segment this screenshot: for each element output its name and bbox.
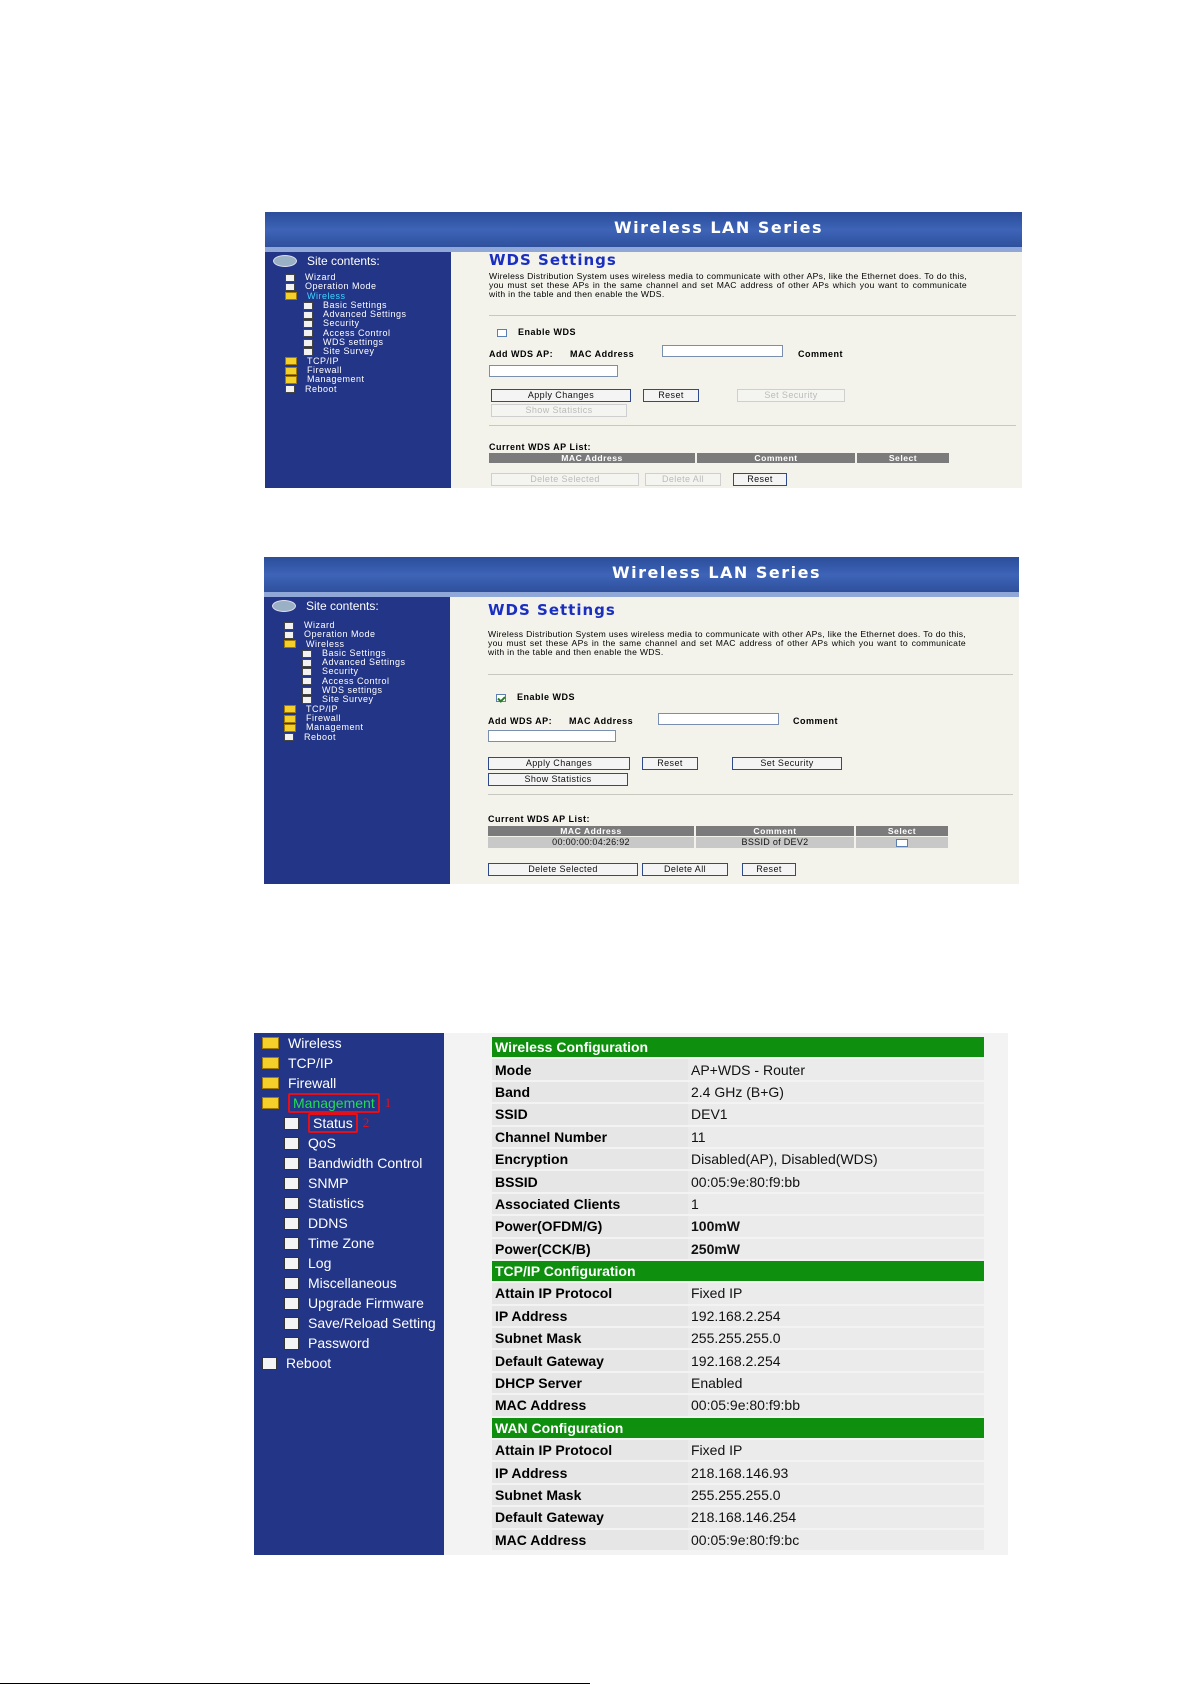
folder-icon <box>285 292 297 300</box>
section-header <box>492 1260 984 1282</box>
nav-item[interactable] <box>262 1173 436 1193</box>
set-security-button[interactable]: Set Security <box>737 389 845 402</box>
page-icon <box>285 274 295 282</box>
nav-item-label: Basic Settings <box>323 299 388 310</box>
field-name: Power(CCK/B) <box>492 1238 688 1260</box>
page-icon <box>284 1117 299 1130</box>
page-icon <box>303 311 313 319</box>
field-name: Attain IP Protocol <box>492 1439 688 1461</box>
field-name: Channel Number <box>492 1126 688 1148</box>
field-name: DHCP Server <box>492 1372 688 1394</box>
wds-screenshot-enabled <box>264 557 1019 884</box>
nav-item-label: Management <box>307 374 365 385</box>
ap-row-select-checkbox[interactable] <box>896 839 908 847</box>
section-header <box>492 1037 984 1058</box>
field-value: 255.255.255.0 <box>688 1327 984 1349</box>
folder-icon <box>262 1037 279 1049</box>
delete-all-button[interactable]: Delete All <box>642 863 728 876</box>
nav-item-label: Wizard <box>305 272 337 282</box>
folder-icon <box>285 367 297 375</box>
folder-icon <box>284 715 296 723</box>
page-icon <box>262 1357 277 1370</box>
nav-item-label: Access Control <box>323 327 391 338</box>
nav-item-label: Basic Settings <box>322 647 387 658</box>
nav-item-label: Security <box>322 666 359 677</box>
reset-button[interactable]: Reset <box>643 389 699 402</box>
nav-item[interactable] <box>262 1053 436 1073</box>
ap-list-title: Current WDS AP List: <box>489 442 592 452</box>
page-icon <box>284 631 294 639</box>
table-row <box>492 1148 984 1170</box>
field-value: 00:05:9e:80:f9:bc <box>688 1529 984 1551</box>
field-name: Default Gateway <box>492 1506 688 1528</box>
comment-label: Comment <box>793 716 839 726</box>
folder-icon <box>262 1057 279 1069</box>
folder-icon <box>284 640 296 648</box>
section-title: WAN Configuration <box>492 1417 984 1439</box>
nav-item[interactable] <box>262 1253 436 1273</box>
page-icon <box>285 283 295 291</box>
nav-item-label: Upgrade Firmware <box>308 1295 424 1311</box>
nav-item-label: Time Zone <box>308 1235 375 1251</box>
nav-tree <box>285 273 407 394</box>
page-icon <box>284 1197 299 1210</box>
field-value: 11 <box>688 1126 984 1148</box>
comment-input[interactable] <box>488 730 616 742</box>
ap-row-mac: 00:00:00:04:26:92 <box>488 837 694 848</box>
field-name: Subnet Mask <box>492 1327 688 1349</box>
col-mac-address: MAC Address <box>489 453 695 463</box>
divider <box>488 794 1013 795</box>
field-value: DEV1 <box>688 1103 984 1125</box>
divider <box>489 425 1016 426</box>
annotation-marker: 1 <box>384 1095 392 1110</box>
nav-item-label: Operation Mode <box>305 281 377 292</box>
field-name: Mode <box>492 1058 688 1080</box>
enable-wds-checkbox[interactable] <box>496 694 506 702</box>
field-value: 255.255.255.0 <box>688 1484 984 1506</box>
status-screenshot <box>254 1033 1008 1555</box>
nav-item-label: Security <box>323 318 360 329</box>
field-value: 192.168.2.254 <box>688 1305 984 1327</box>
folder-icon <box>284 705 296 713</box>
nav-item[interactable] <box>285 385 407 394</box>
comment-input[interactable] <box>489 365 618 377</box>
nav-item[interactable] <box>262 1133 436 1153</box>
banner <box>264 557 1019 597</box>
field-name: Attain IP Protocol <box>492 1282 688 1304</box>
network-icon <box>273 255 297 267</box>
site-contents-label: Site contents: <box>307 254 380 268</box>
nav-item-label: Reboot <box>304 731 337 742</box>
field-name: IP Address <box>492 1461 688 1483</box>
main-panel <box>451 252 1022 488</box>
nav-item-label: DDNS <box>308 1215 348 1231</box>
nav-item[interactable] <box>262 1353 436 1373</box>
page-icon <box>303 329 313 337</box>
field-value: 218.168.146.93 <box>688 1461 984 1483</box>
apply-changes-button[interactable]: Apply Changes <box>488 757 630 770</box>
nav-item[interactable] <box>284 733 406 742</box>
nav-item[interactable] <box>262 1073 436 1093</box>
nav-item-label: Firewall <box>306 712 342 723</box>
mac-address-input[interactable] <box>658 713 779 725</box>
table-row <box>492 1372 984 1394</box>
table-row <box>492 1058 984 1080</box>
page-icon <box>303 348 313 356</box>
nav-item-label: WDS settings <box>322 685 383 696</box>
table-row <box>492 1484 984 1506</box>
folder-icon <box>284 724 296 732</box>
nav-item-label: Firewall <box>288 1075 337 1091</box>
nav-item-label: Management <box>288 1093 380 1113</box>
page-icon <box>303 339 313 347</box>
table-row <box>492 1193 984 1215</box>
page-icon <box>284 1277 299 1290</box>
status-panel <box>444 1033 1008 1555</box>
folder-open-icon <box>262 1097 279 1109</box>
col-comment: Comment <box>696 826 854 836</box>
nav-item[interactable] <box>285 375 407 384</box>
description: Wireless Distribution System uses wireless media to communicate with other APs, like the Ethernet does. To do this, you must set these APs in the same channel and set MAC address of other APs which you want to communicate with in the table and then enable the WDS. <box>489 271 967 300</box>
status-table <box>492 1037 984 1552</box>
field-value: 00:05:9e:80:f9:bb <box>688 1170 984 1192</box>
field-value: 218.168.146.254 <box>688 1506 984 1528</box>
table-row <box>492 1170 984 1192</box>
field-value: 192.168.2.254 <box>688 1349 984 1371</box>
page-icon <box>284 1157 299 1170</box>
nav-item-label: QoS <box>308 1135 337 1151</box>
page-icon <box>284 1237 299 1250</box>
nav-item[interactable] <box>284 723 406 732</box>
nav-item[interactable] <box>284 695 406 704</box>
page-icon <box>302 668 312 676</box>
table-row <box>492 1126 984 1148</box>
nav-item[interactable] <box>262 1033 436 1053</box>
annotation-marker: 2 <box>362 1115 370 1130</box>
table-row <box>492 1349 984 1371</box>
page-icon <box>284 1177 299 1190</box>
apply-changes-button[interactable]: Apply Changes <box>491 389 631 402</box>
nav-item[interactable] <box>262 1213 436 1233</box>
show-statistics-button[interactable]: Show Statistics <box>488 773 628 786</box>
page-icon <box>302 687 312 695</box>
divider <box>488 674 1013 675</box>
table-row <box>492 1461 984 1483</box>
nav-item-label: Wireless <box>307 290 346 301</box>
nav-item[interactable] <box>284 630 406 639</box>
field-value: Fixed IP <box>688 1282 984 1304</box>
nav-item[interactable] <box>285 347 407 356</box>
table-row <box>492 1305 984 1327</box>
nav-item-label: Access Control <box>322 675 390 686</box>
page-icon <box>284 733 294 741</box>
page-icon <box>284 1217 299 1230</box>
nav-item[interactable] <box>262 1093 436 1113</box>
nav-item-label: TCP/IP <box>306 703 339 714</box>
folder-icon <box>285 357 297 365</box>
field-value: 2.4 GHz (B+G) <box>688 1081 984 1103</box>
nav-item-label: Operation Mode <box>304 629 376 640</box>
page-icon <box>284 622 294 630</box>
page-icon <box>284 1317 299 1330</box>
enable-wds-label: Enable WDS <box>517 692 576 702</box>
folder-icon <box>262 1077 279 1089</box>
nav-item-label: Advanced Settings <box>322 657 406 668</box>
table-row <box>492 1506 984 1528</box>
ap-list-title: Current WDS AP List: <box>488 814 591 824</box>
ap-row-comment: BSSID of DEV2 <box>696 837 854 848</box>
nav-item-label: Site Survey <box>322 694 374 705</box>
field-value: 00:05:9e:80:f9:bb <box>688 1394 984 1416</box>
nav-item[interactable] <box>262 1333 436 1353</box>
wds-screenshot-disabled <box>265 212 1022 488</box>
nav-item-label: Password <box>308 1335 370 1351</box>
nav-item-label: SNMP <box>308 1175 349 1191</box>
nav-item-label: TCP/IP <box>288 1055 334 1071</box>
col-comment: Comment <box>697 453 855 463</box>
page-icon <box>284 1137 299 1150</box>
col-select: Select <box>857 453 949 463</box>
page-icon <box>284 1297 299 1310</box>
reset-list-button[interactable]: Reset <box>733 473 787 486</box>
nav-item-label: Advanced Settings <box>323 309 407 320</box>
mac-address-label: MAC Address <box>569 716 634 726</box>
field-value: Enabled <box>688 1372 984 1394</box>
show-statistics-button[interactable]: Show Statistics <box>491 404 627 417</box>
field-value: Fixed IP <box>688 1439 984 1461</box>
footnote-rule <box>0 1683 590 1684</box>
table-row <box>492 1327 984 1349</box>
nav-item-label: Status <box>308 1113 358 1133</box>
nav-item[interactable] <box>285 282 407 291</box>
page-title: WDS Settings <box>489 251 617 269</box>
reset-button[interactable]: Reset <box>642 757 698 770</box>
nav-item-label: Wireless <box>288 1035 342 1051</box>
field-value: 100mW <box>688 1215 984 1237</box>
site-contents-label: Site contents: <box>306 599 379 613</box>
field-name: Associated Clients <box>492 1193 688 1215</box>
nav-tree <box>262 1033 436 1373</box>
nav-item[interactable] <box>262 1113 436 1133</box>
nav-item-label: Save/Reload Setting <box>308 1315 436 1331</box>
page-icon <box>285 385 295 393</box>
page-icon <box>302 659 312 667</box>
description: Wireless Distribution System uses wireless media to communicate with other APs, like the Ethernet does. To do this, you must set these APs in the same channel and set MAC address of other APs which you want to communicate with in the table and then enable the WDS. <box>488 629 966 658</box>
field-name: Encryption <box>492 1148 688 1170</box>
enable-wds-label: Enable WDS <box>518 327 577 337</box>
folder-icon <box>285 376 297 384</box>
nav-item[interactable] <box>285 357 407 366</box>
nav-item-label: Firewall <box>307 364 343 375</box>
page-icon <box>284 1337 299 1350</box>
nav-item-label: TCP/IP <box>307 355 340 366</box>
add-wds-label: Add WDS AP: <box>489 349 554 359</box>
nav-item[interactable] <box>262 1293 436 1313</box>
nav-item[interactable] <box>284 705 406 714</box>
nav-item-label: WDS settings <box>323 337 384 348</box>
set-security-button[interactable]: Set Security <box>732 757 842 770</box>
page-icon <box>302 677 312 685</box>
nav-item-label: Reboot <box>305 383 338 394</box>
nav-item[interactable] <box>262 1153 436 1173</box>
field-name: BSSID <box>492 1170 688 1192</box>
page-icon <box>302 650 312 658</box>
page-icon <box>303 320 313 328</box>
main-panel <box>450 597 1019 884</box>
page-icon <box>302 696 312 704</box>
comment-label: Comment <box>798 349 844 359</box>
page-icon <box>284 1257 299 1270</box>
nav-item[interactable] <box>262 1313 436 1333</box>
add-wds-label: Add WDS AP: <box>488 716 553 726</box>
field-name: SSID <box>492 1103 688 1125</box>
field-name: Band <box>492 1081 688 1103</box>
field-value: 1 <box>688 1193 984 1215</box>
field-value: AP+WDS - Router <box>688 1058 984 1080</box>
table-row <box>492 1394 984 1416</box>
col-mac-address: MAC Address <box>488 826 694 836</box>
table-row <box>492 1529 984 1551</box>
table-row <box>492 1282 984 1304</box>
field-value: 250mW <box>688 1238 984 1260</box>
ap-row-select-cell <box>856 837 948 848</box>
section-title: Wireless Configuration <box>492 1037 984 1058</box>
nav-item-label: Reboot <box>286 1355 332 1371</box>
nav-item-label: Wizard <box>304 620 336 630</box>
sidebar <box>254 1033 444 1555</box>
banner <box>265 212 1022 252</box>
field-value: Disabled(AP), Disabled(WDS) <box>688 1148 984 1170</box>
sidebar <box>264 597 450 884</box>
page-title: WDS Settings <box>488 601 616 619</box>
nav-item[interactable] <box>262 1233 436 1253</box>
banner-title: Wireless LAN Series <box>612 563 821 582</box>
section-title: TCP/IP Configuration <box>492 1260 984 1282</box>
col-select: Select <box>856 826 948 836</box>
field-name: Default Gateway <box>492 1349 688 1371</box>
nav-item-label: Miscellaneous <box>308 1275 397 1291</box>
table-row <box>492 1439 984 1461</box>
nav-item[interactable] <box>262 1193 436 1213</box>
divider <box>489 315 1016 316</box>
nav-item[interactable] <box>262 1273 436 1293</box>
enable-wds-checkbox[interactable] <box>497 329 507 337</box>
table-row <box>492 1238 984 1260</box>
field-name: Subnet Mask <box>492 1484 688 1506</box>
delete-selected-button[interactable]: Delete Selected <box>491 473 639 486</box>
nav-item-label: Bandwidth Control <box>308 1155 423 1171</box>
nav-item-label: Management <box>306 722 364 733</box>
nav-item-label: Statistics <box>308 1195 365 1211</box>
table-row <box>492 1215 984 1237</box>
section-header <box>492 1417 984 1439</box>
nav-tree <box>284 621 406 742</box>
nav-item-label: Site Survey <box>323 346 375 357</box>
table-row <box>492 1103 984 1125</box>
mac-address-input[interactable] <box>662 345 783 357</box>
mac-address-label: MAC Address <box>570 349 635 359</box>
banner-title: Wireless LAN Series <box>614 218 823 237</box>
network-icon <box>272 600 296 612</box>
table-row <box>492 1081 984 1103</box>
field-name: Power(OFDM/G) <box>492 1215 688 1237</box>
page-icon <box>303 302 313 310</box>
reset-list-button[interactable]: Reset <box>742 863 796 876</box>
delete-all-button[interactable]: Delete All <box>645 473 721 486</box>
nav-item-label: Wireless <box>306 638 345 649</box>
nav-item-label: Log <box>308 1255 332 1271</box>
field-name: MAC Address <box>492 1529 688 1551</box>
sidebar <box>265 252 451 488</box>
field-name: IP Address <box>492 1305 688 1327</box>
field-name: MAC Address <box>492 1394 688 1416</box>
delete-selected-button[interactable]: Delete Selected <box>488 863 638 876</box>
